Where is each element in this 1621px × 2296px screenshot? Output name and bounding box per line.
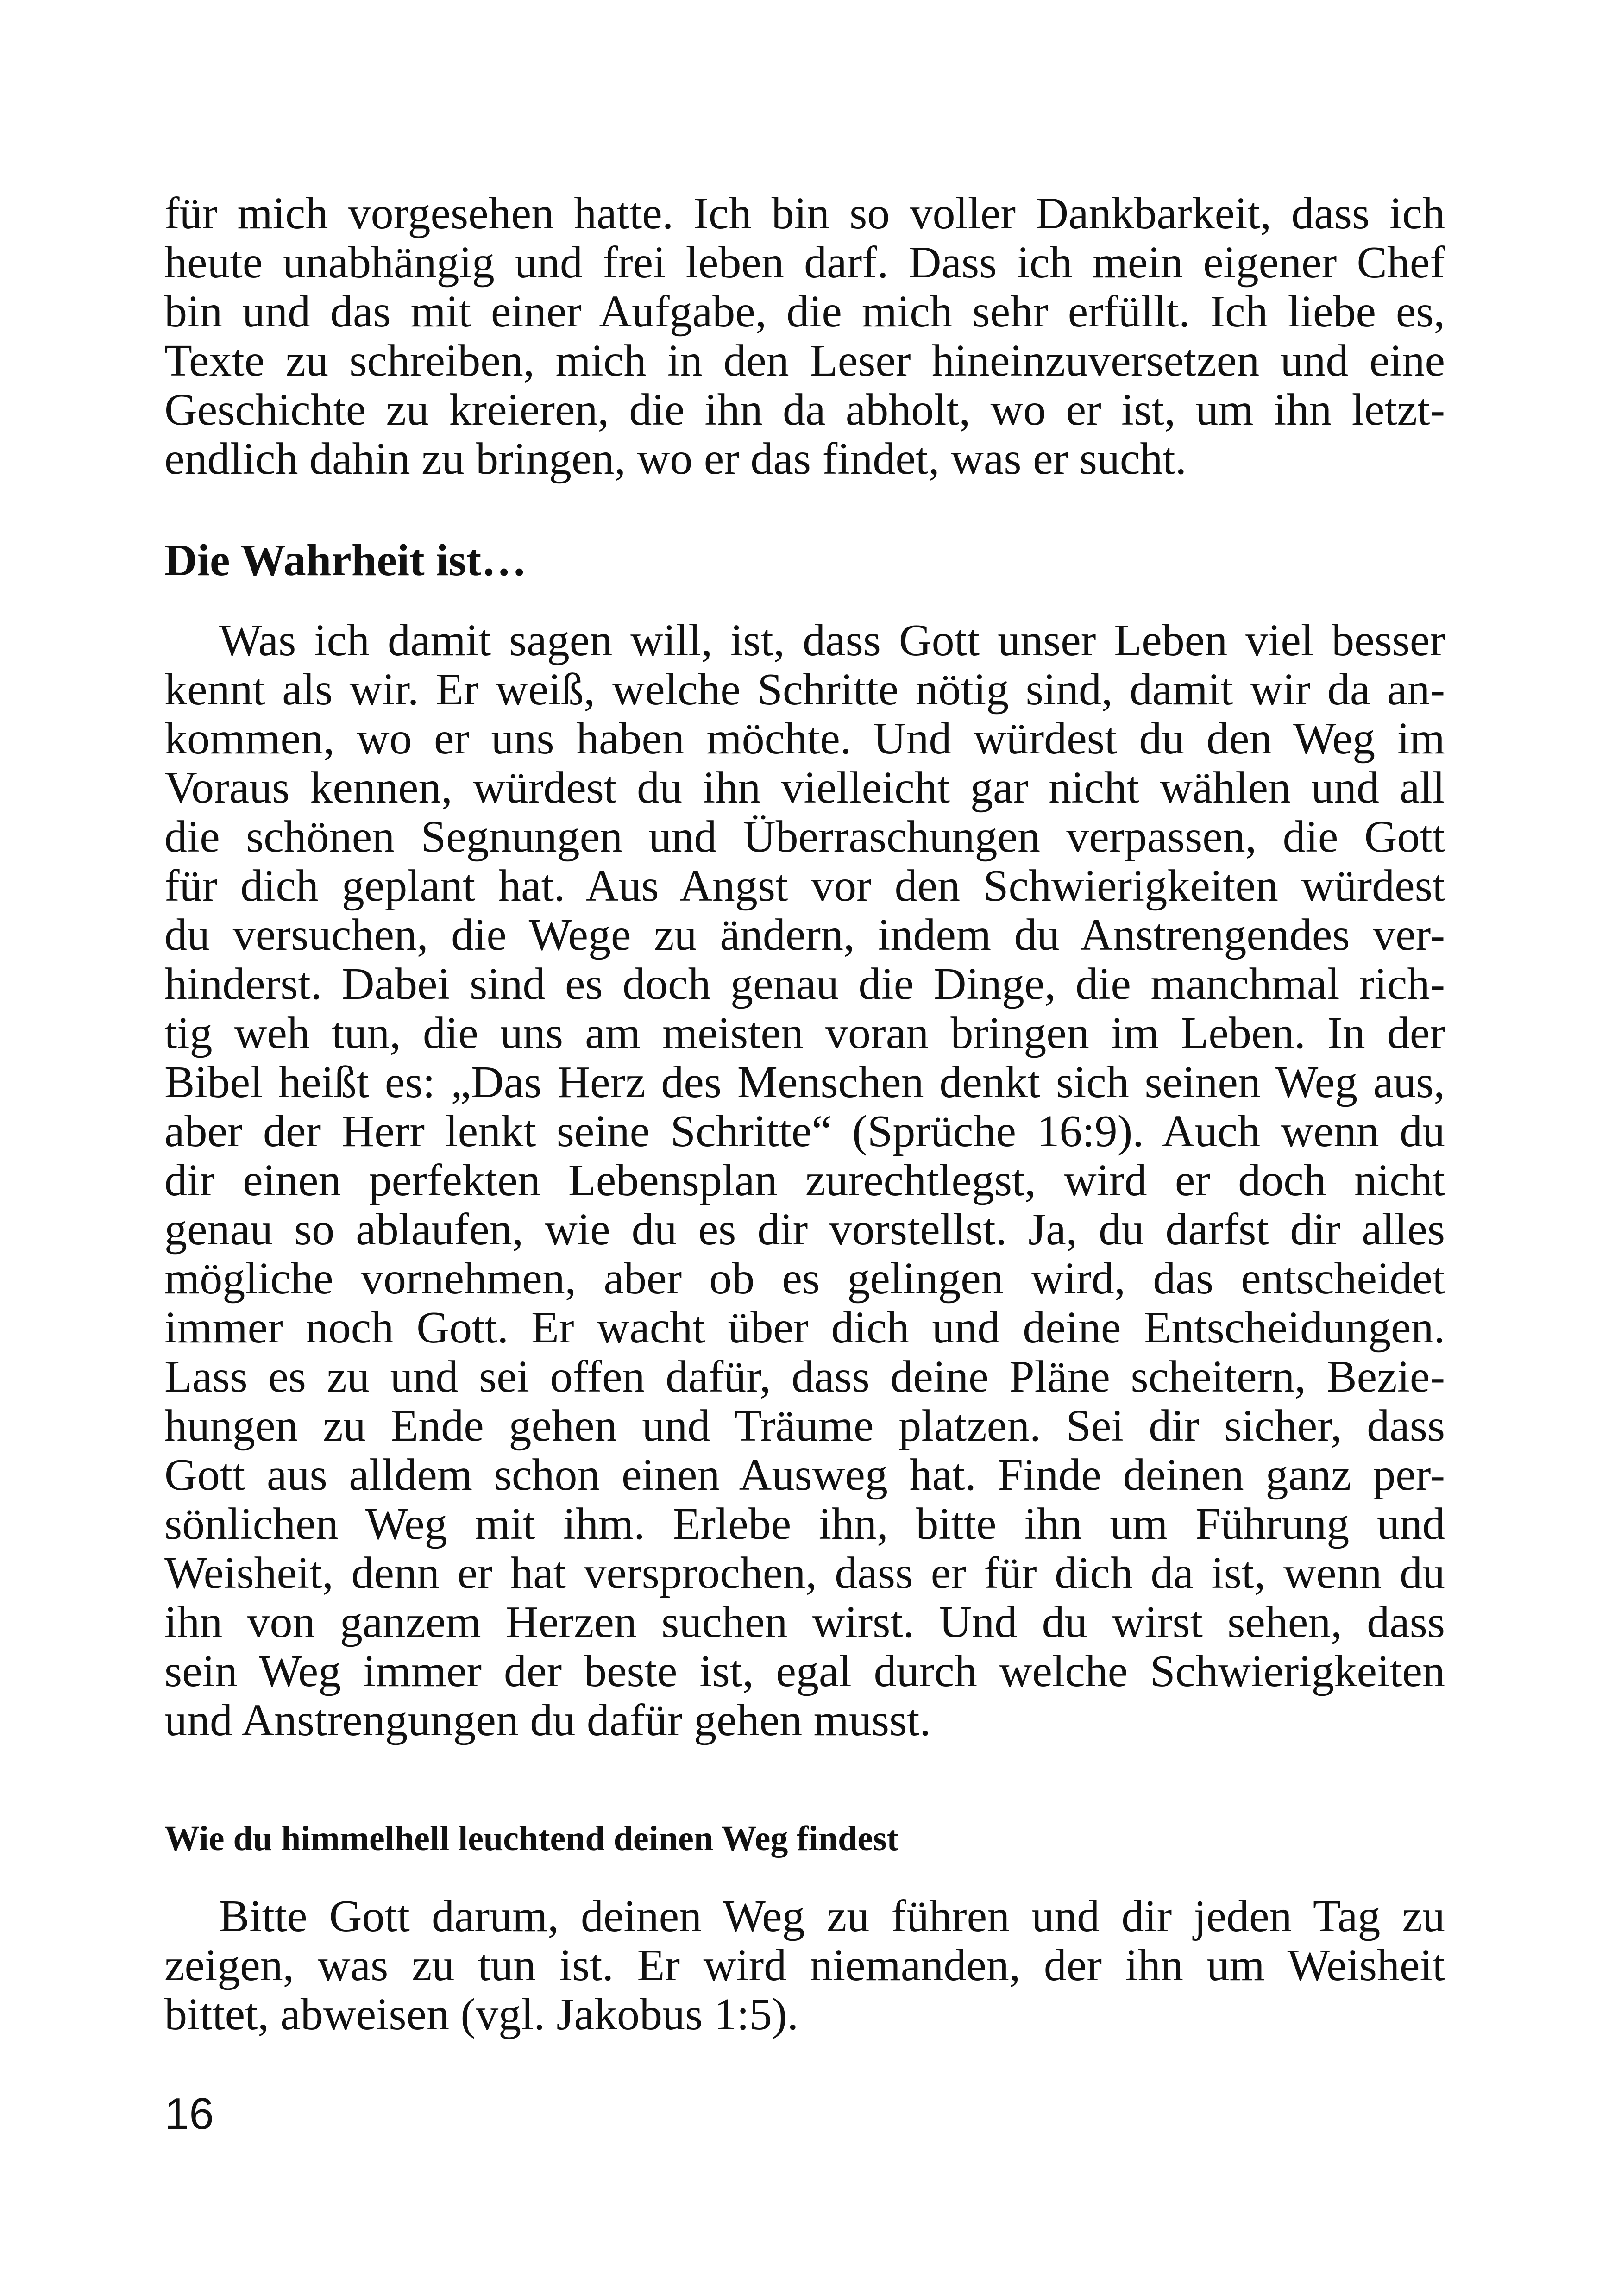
section-heading: Die Wahrheit ist… xyxy=(164,535,527,585)
text-line: für mich vorgesehen hatte. Ich bin so voller Dankbarkeit, dass ich xyxy=(164,188,1445,238)
text-line: Voraus kennen, würdest du ihn vielleicht gar nicht wählen und all xyxy=(164,763,1445,813)
text-line: Lass es zu und sei offen dafür, dass deine Pläne scheitern, Bezie- xyxy=(164,1352,1445,1402)
text-line: heute unabhängig und frei leben darf. Dass ich mein eigener Chef xyxy=(164,238,1445,288)
text-line: endlich dahin zu bringen, wo er das findet, was er sucht. xyxy=(164,434,1187,484)
text-line: sein Weg immer der beste ist, egal durch welche Schwierigkeiten xyxy=(164,1646,1445,1696)
text-line: kennt als wir. Er weiß, welche Schritte nötig sind, damit wir da an- xyxy=(164,665,1445,715)
text-line: mögliche vornehmen, aber ob es gelingen wird, das entscheidet xyxy=(164,1254,1445,1304)
text-line: immer noch Gott. Er wacht über dich und deine Entscheidungen. xyxy=(164,1303,1445,1353)
text-line: bittet, abweisen (vgl. Jakobus 1:5). xyxy=(164,1989,799,2039)
subsection-heading: Wie du himmelhell leuchtend deinen Weg findest xyxy=(164,1819,898,1858)
text-line: genau so ablaufen, wie du es dir vorstellst. Ja, du darfst dir alles xyxy=(164,1204,1445,1255)
text-line: aber der Herr lenkt seine Schritte“ (Sprüche 16:9). Auch wenn du xyxy=(164,1106,1445,1156)
page-number: 16 xyxy=(164,2089,214,2139)
text-line: Texte zu schreiben, mich in den Leser hineinzuversetzen und eine xyxy=(164,336,1445,386)
text-line: du versuchen, die Wege zu ändern, indem du Anstrengendes ver- xyxy=(164,910,1445,960)
paragraph-truth xyxy=(164,616,1445,1745)
paragraph-intro xyxy=(164,189,1445,483)
text-line: Geschichte zu kreieren, die ihn da abholt, wo er ist, um ihn letzt- xyxy=(164,385,1445,435)
text-line: ihn von ganzem Herzen suchen wirst. Und du wirst sehen, dass xyxy=(164,1597,1445,1647)
text-line: Was ich damit sagen will, ist, dass Gott unser Leben viel besser xyxy=(219,615,1445,665)
text-line: hinderst. Dabei sind es doch genau die Dinge, die manchmal rich- xyxy=(164,959,1445,1009)
text-line: Bibel heißt es: „Das Herz des Menschen denkt sich seinen Weg aus, xyxy=(164,1057,1445,1107)
text-line: für dich geplant hat. Aus Angst vor den Schwierigkeiten würdest xyxy=(164,861,1445,911)
text-line: Bitte Gott darum, deinen Weg zu führen und dir jeden Tag zu xyxy=(219,1891,1445,1941)
text-line: hungen zu Ende gehen und Träume platzen. Sei dir sicher, dass xyxy=(164,1401,1445,1451)
text-line: zeigen, was zu tun ist. Er wird niemanden, der ihn um Weisheit xyxy=(164,1940,1445,1990)
text-line: tig weh tun, die uns am meisten voran bringen im Leben. In der xyxy=(164,1008,1445,1058)
text-line: Gott aus alldem schon einen Ausweg hat. Finde deinen ganz per- xyxy=(164,1450,1445,1500)
text-line: sönlichen Weg mit ihm. Erlebe ihn, bitte ihn um Führung und xyxy=(164,1499,1445,1549)
text-line: kommen, wo er uns haben möchte. Und würdest du den Weg im xyxy=(164,714,1445,764)
text-line: und Anstrengungen du dafür gehen musst. xyxy=(164,1695,931,1745)
text-line: die schönen Segnungen und Überraschungen verpassen, die Gott xyxy=(164,812,1445,862)
text-line: Weisheit, denn er hat versprochen, dass er für dich da ist, wenn du xyxy=(164,1548,1445,1598)
text-line: bin und das mit einer Aufgabe, die mich sehr erfüllt. Ich liebe es, xyxy=(164,287,1445,337)
paragraph-guidance xyxy=(164,1892,1445,2039)
text-line: dir einen perfekten Lebensplan zurechtlegst, wird er doch nicht xyxy=(164,1155,1445,1205)
